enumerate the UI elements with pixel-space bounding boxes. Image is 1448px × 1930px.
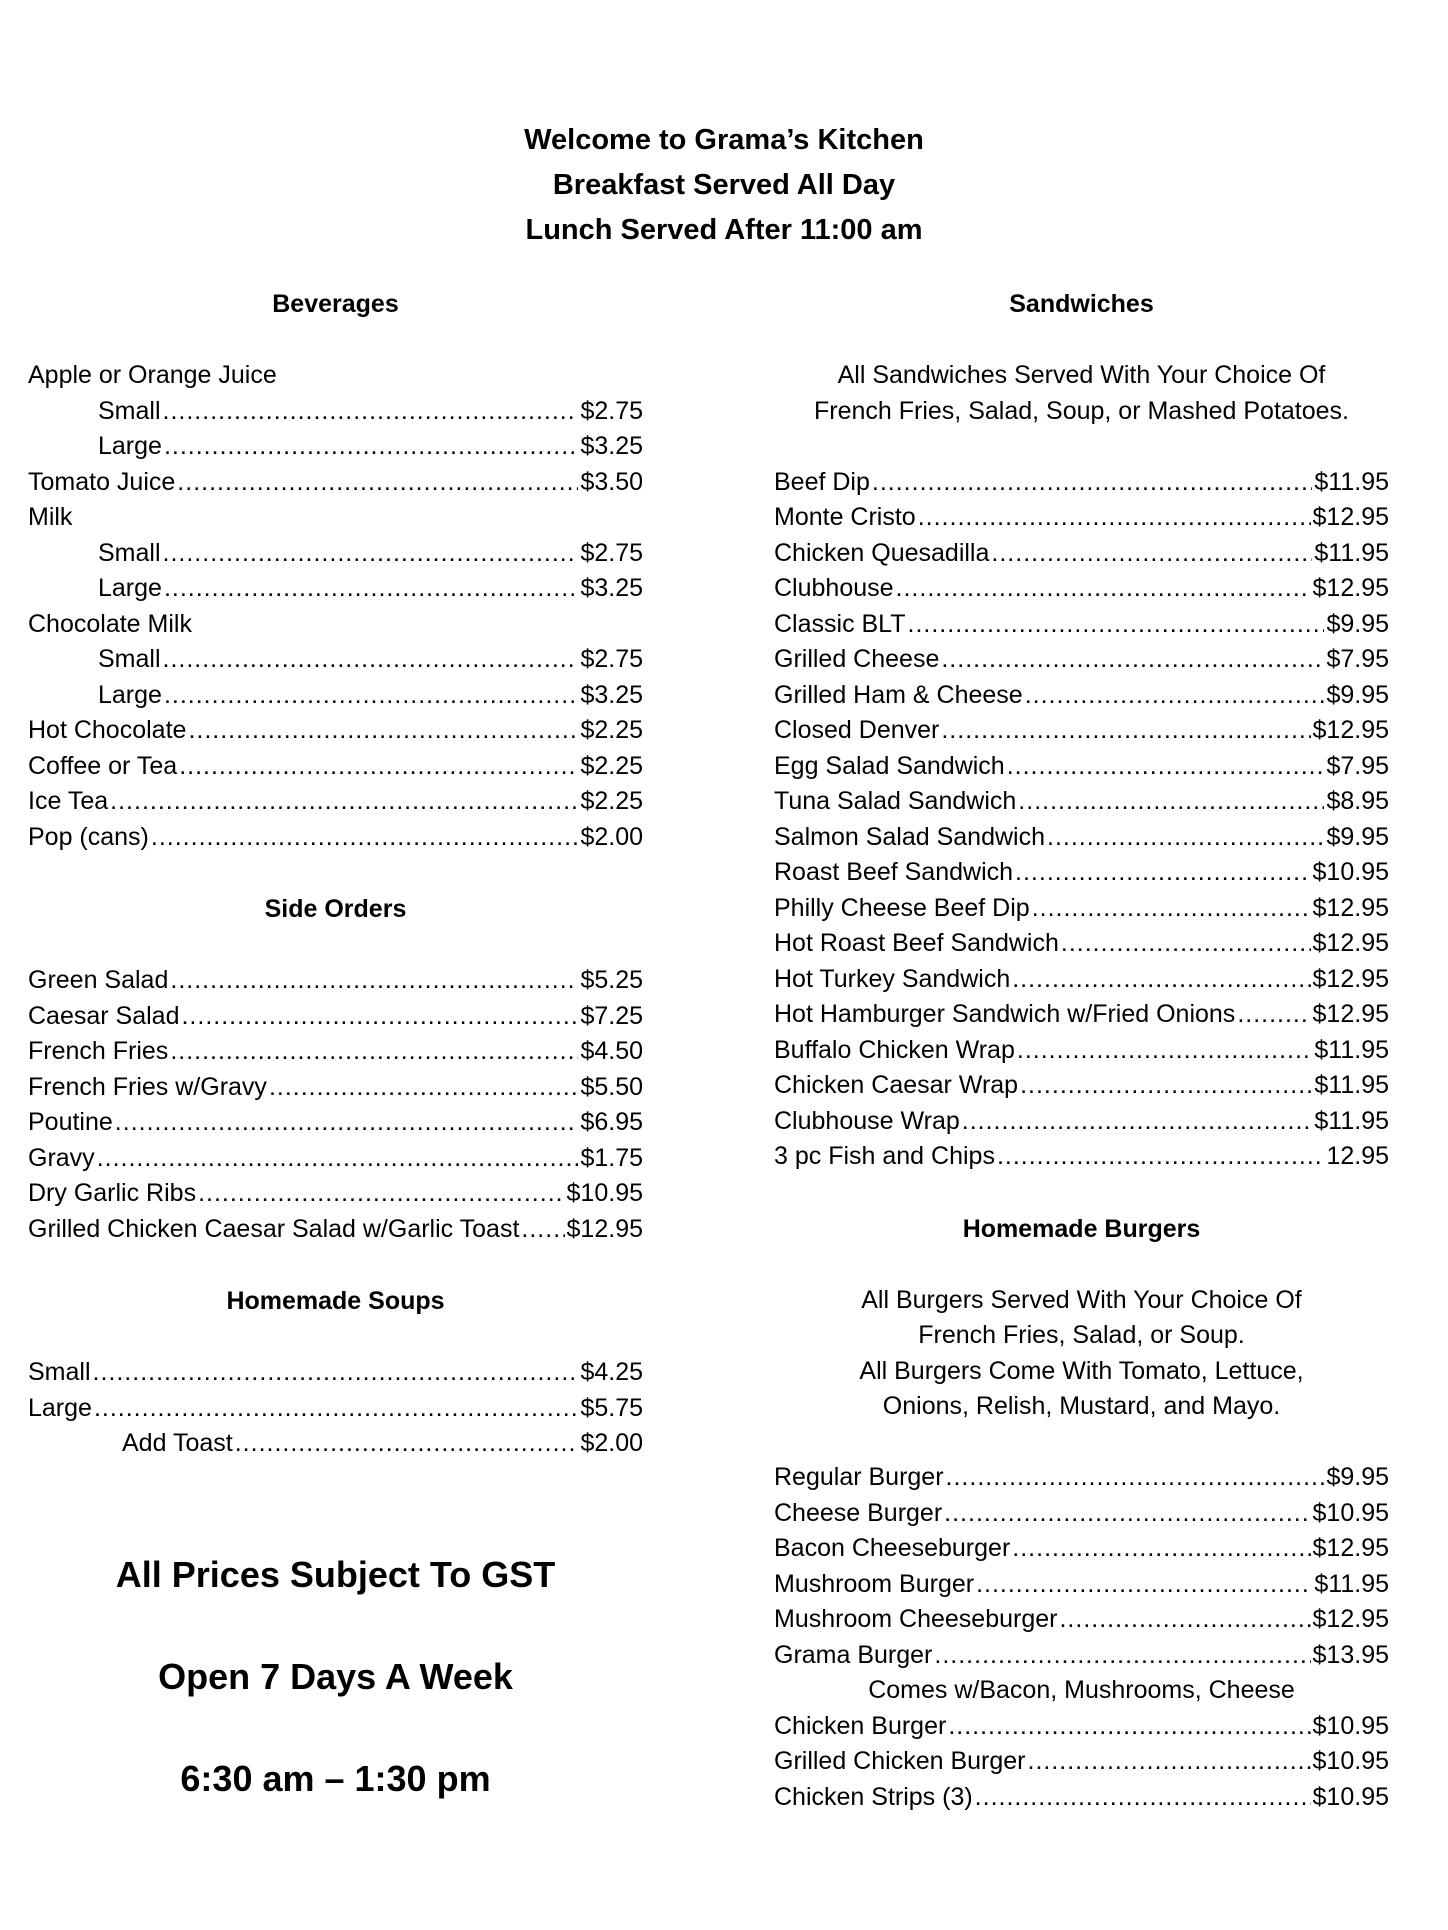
item-name: Small <box>28 1358 91 1386</box>
item-price: $11.95 <box>1314 1106 1389 1135</box>
menu-item <box>774 962 1389 998</box>
item-name: Dry Garlic Ribs <box>28 1179 197 1207</box>
dot-leader <box>1059 1602 1310 1638</box>
dot-leader <box>151 820 579 856</box>
item-price: $8.95 <box>1326 787 1389 815</box>
milk-label: Milk <box>28 503 73 531</box>
menu-item <box>774 820 1389 856</box>
item-price: $9.95 <box>1326 822 1389 851</box>
item-name: Grilled Chicken Burger <box>774 1747 1026 1775</box>
dot-leader <box>1017 1033 1313 1069</box>
menu-header <box>0 118 1448 253</box>
item-name: Large <box>28 1393 92 1422</box>
dot-leader <box>1012 1531 1310 1567</box>
item-name: French Fries <box>28 1037 169 1065</box>
item-price: $11.95 <box>1314 1569 1389 1598</box>
item-price: $7.95 <box>1326 645 1389 673</box>
item-price: $10.95 <box>1312 1747 1389 1775</box>
item-name: Grilled Chicken Caesar Salad w/Garlic Toast <box>28 1214 520 1243</box>
dot-leader <box>896 571 1311 607</box>
item-name: Salmon Salad Sandwich <box>774 822 1045 851</box>
menu-item <box>774 1531 1389 1567</box>
note-line: French Fries, Salad, or Soup. <box>918 1321 1245 1349</box>
dot-leader <box>946 1460 1325 1496</box>
dot-leader <box>941 713 1310 749</box>
dot-leader <box>991 536 1312 572</box>
menu-item <box>28 1426 643 1462</box>
dot-leader <box>997 1139 1324 1175</box>
dot-leader <box>934 1638 1310 1674</box>
item-name: Large <box>98 432 162 460</box>
item-price: $9.95 <box>1326 609 1389 638</box>
dot-leader <box>1047 820 1324 856</box>
menu-item <box>28 1105 643 1141</box>
dot-leader <box>164 678 578 714</box>
item-price: $5.25 <box>580 966 643 994</box>
item-price: $3.25 <box>580 432 643 460</box>
dot-leader <box>163 394 579 430</box>
menu-item <box>774 678 1389 714</box>
dot-leader <box>941 642 1324 678</box>
item-name: Chicken Caesar Wrap <box>774 1071 1019 1099</box>
menu-item <box>774 1068 1389 1104</box>
menu-item <box>774 1709 1389 1745</box>
menu-item <box>774 465 1389 501</box>
item-name: Buffalo Chicken Wrap <box>774 1035 1015 1064</box>
dot-leader <box>918 500 1311 536</box>
item-name: Clubhouse <box>774 574 894 602</box>
item-name: French Fries w/Gravy <box>28 1072 267 1101</box>
menu-item <box>28 820 643 856</box>
menu-item <box>774 1638 1389 1674</box>
item-price: $12.95 <box>1312 1534 1389 1562</box>
item-name: Monte Cristo <box>774 503 916 531</box>
soups-title: Homemade Soups <box>226 1287 445 1315</box>
item-price: $13.95 <box>1312 1640 1389 1669</box>
note-line: Onions, Relish, Mustard, and Mayo. <box>882 1392 1281 1420</box>
menu-item <box>774 784 1389 820</box>
dot-leader <box>94 1391 578 1427</box>
item-name: 3 pc Fish and Chips <box>774 1142 995 1170</box>
item-name: Small <box>98 645 161 673</box>
menu-item <box>28 1070 643 1106</box>
menu-item <box>28 678 643 714</box>
menu-item <box>28 536 643 572</box>
menu-item <box>28 1355 643 1391</box>
dot-leader <box>198 1176 564 1212</box>
item-price: $3.25 <box>580 574 643 602</box>
dot-leader <box>115 1105 579 1141</box>
menu-item <box>28 1034 643 1070</box>
item-name: Small <box>98 538 161 567</box>
dot-leader <box>170 963 578 999</box>
menu-item <box>774 713 1389 749</box>
dot-leader <box>97 1141 579 1177</box>
item-price: $3.25 <box>580 680 643 709</box>
dot-leader <box>1020 1068 1312 1104</box>
item-price: $10.95 <box>1312 858 1389 886</box>
dot-leader <box>948 1709 1310 1745</box>
item-name: Mushroom Cheeseburger <box>774 1605 1058 1633</box>
item-name: Gravy <box>28 1143 95 1172</box>
menu-item <box>28 999 643 1035</box>
item-name: Egg Salad Sandwich <box>774 751 1005 780</box>
lunch-subtitle: Lunch Served After 11:00 am <box>525 214 923 246</box>
menu-item <box>774 997 1389 1033</box>
dot-leader <box>1032 891 1311 927</box>
dot-leader <box>1015 855 1311 891</box>
left-column <box>28 286 643 1462</box>
item-name: Add Toast <box>122 1429 233 1457</box>
dot-leader <box>975 1780 1311 1816</box>
side-orders-title: Side Orders <box>264 895 407 923</box>
item-name: Classic BLT <box>774 609 906 638</box>
item-price: $2.75 <box>580 645 643 673</box>
burgers-note <box>774 1283 1389 1425</box>
menu-item <box>774 500 1389 536</box>
menu-item <box>28 429 643 465</box>
item-name: Pop (cans) <box>28 822 149 851</box>
item-price: $4.25 <box>580 1358 643 1386</box>
item-name: Tuna Salad Sandwich <box>774 787 1017 815</box>
item-name: Large <box>98 574 162 602</box>
item-price: $2.00 <box>580 822 643 851</box>
item-price: $4.50 <box>580 1037 643 1065</box>
dot-leader <box>164 571 578 607</box>
item-price: $11.95 <box>1314 538 1389 567</box>
burgers-title: Homemade Burgers <box>962 1214 1201 1243</box>
welcome-title: Welcome to Grama’s Kitchen <box>524 124 924 156</box>
item-price: $2.75 <box>580 396 643 425</box>
dot-leader <box>179 749 578 785</box>
item-price: $5.50 <box>580 1072 643 1101</box>
item-name: Cheese Burger <box>774 1498 943 1527</box>
item-price: $12.95 <box>1312 1605 1389 1633</box>
item-name: Hot Roast Beef Sandwich <box>774 929 1059 957</box>
item-name: Ice Tea <box>28 787 109 815</box>
footer-info <box>28 1540 643 1846</box>
dot-leader <box>1012 962 1310 998</box>
menu-item <box>774 749 1389 785</box>
menu-item <box>28 571 643 607</box>
item-price: $10.95 <box>566 1179 643 1207</box>
item-name: Large <box>98 680 162 709</box>
menu-item <box>774 1780 1389 1816</box>
gst-notice: All Prices Subject To GST <box>115 1554 556 1595</box>
menu-item <box>774 1602 1389 1638</box>
dot-leader <box>177 465 578 501</box>
menu-item <box>774 1567 1389 1603</box>
item-price: 12.95 <box>1326 1142 1389 1170</box>
menu-item <box>774 1496 1389 1532</box>
item-name: Grilled Ham & Cheese <box>774 680 1023 709</box>
dot-leader <box>521 1212 564 1248</box>
menu-item <box>774 926 1389 962</box>
item-name: Chicken Strips (3) <box>774 1782 973 1811</box>
item-price: $2.75 <box>580 538 643 567</box>
note-line: All Sandwiches Served With Your Choice Of <box>837 361 1326 389</box>
dot-leader <box>170 1034 578 1070</box>
note-line: All Burgers Served With Your Choice Of <box>861 1285 1302 1314</box>
item-price: $12.95 <box>1312 893 1389 922</box>
item-name: Small <box>98 396 161 425</box>
item-price: $1.75 <box>580 1143 643 1172</box>
beverages-title: Beverages <box>272 290 399 318</box>
item-price: $7.25 <box>580 1001 643 1030</box>
item-price: $10.95 <box>1312 1498 1389 1527</box>
item-price: $7.95 <box>1326 751 1389 780</box>
menu-item <box>28 1141 643 1177</box>
item-price: $11.95 <box>1314 1071 1389 1099</box>
item-name: Philly Cheese Beef Dip <box>774 893 1030 922</box>
menu-item <box>28 1176 643 1212</box>
item-name: Grama Burger <box>774 1640 933 1669</box>
menu-item <box>774 1033 1389 1069</box>
item-price: $9.95 <box>1326 1463 1389 1491</box>
item-name: Grilled Cheese <box>774 645 940 673</box>
item-price: $12.95 <box>1312 1000 1389 1028</box>
item-name: Roast Beef Sandwich <box>774 858 1014 886</box>
item-price: $10.95 <box>1312 1711 1389 1740</box>
item-price: $10.95 <box>1312 1782 1389 1811</box>
dot-leader <box>872 465 1313 501</box>
item-price: $3.50 <box>580 467 643 496</box>
item-name: Poutine <box>28 1108 113 1136</box>
dot-leader <box>181 999 578 1035</box>
item-price: $11.95 <box>1314 467 1389 496</box>
dot-leader <box>269 1070 579 1106</box>
dot-leader <box>188 713 578 749</box>
menu-item <box>774 891 1389 927</box>
item-price: $12.95 <box>1312 964 1389 993</box>
item-name: Caesar Salad <box>28 1001 180 1030</box>
dot-leader <box>163 642 579 678</box>
dot-leader <box>164 429 578 465</box>
item-price: $5.75 <box>580 1393 643 1422</box>
dot-leader <box>1028 1744 1311 1780</box>
menu-item <box>774 1460 1389 1496</box>
item-name: Coffee or Tea <box>28 751 178 780</box>
breakfast-subtitle: Breakfast Served All Day <box>552 169 896 201</box>
item-name: Chicken Quesadilla <box>774 538 990 567</box>
item-name: Bacon Cheeseburger <box>774 1534 1011 1562</box>
item-name: Tomato Juice <box>28 467 176 496</box>
item-price: $11.95 <box>1314 1035 1389 1064</box>
menu-item <box>774 607 1389 643</box>
menu-item <box>28 394 643 430</box>
chocolate-milk-label: Chocolate Milk <box>28 609 192 638</box>
menu-item <box>774 571 1389 607</box>
menu-item <box>774 1744 1389 1780</box>
menu-item <box>774 855 1389 891</box>
dot-leader <box>1025 678 1325 714</box>
hours: 6:30 am – 1:30 pm <box>180 1758 491 1799</box>
menu-item <box>28 642 643 678</box>
menu-item <box>28 465 643 501</box>
menu-item <box>774 642 1389 678</box>
menu-item <box>28 784 643 820</box>
item-price: $12.95 <box>1312 929 1389 957</box>
right-column <box>774 286 1389 1815</box>
menu-item <box>774 536 1389 572</box>
item-name: Chicken Burger <box>774 1711 947 1740</box>
item-price: $12.95 <box>1312 503 1389 531</box>
item-name: Hot Turkey Sandwich <box>774 964 1011 993</box>
item-price: $2.25 <box>580 751 643 780</box>
menu-item <box>28 1391 643 1427</box>
item-name: Hot Chocolate <box>28 716 187 744</box>
menu-item <box>774 1139 1389 1175</box>
dot-leader <box>1061 926 1311 962</box>
menu-item <box>28 963 643 999</box>
item-price: $12.95 <box>1312 574 1389 602</box>
dot-leader <box>93 1355 579 1391</box>
item-price: $2.25 <box>580 716 643 744</box>
sandwiches-title: Sandwiches <box>1009 290 1154 318</box>
grama-burger-note: Comes w/Bacon, Mushrooms, Cheese <box>868 1676 1295 1704</box>
menu-item <box>28 713 643 749</box>
dot-leader <box>1237 997 1310 1033</box>
item-price: $9.95 <box>1326 680 1389 709</box>
dot-leader <box>1018 784 1324 820</box>
item-name: Beef Dip <box>774 467 870 496</box>
item-price: $6.95 <box>580 1108 643 1136</box>
item-name: Mushroom Burger <box>774 1569 975 1598</box>
sandwiches-note <box>774 358 1389 429</box>
item-name: Regular Burger <box>774 1463 944 1491</box>
apple-juice-label: Apple or Orange Juice <box>28 361 277 389</box>
menu-item <box>774 1104 1389 1140</box>
menu-item <box>28 1212 643 1248</box>
item-price: $2.00 <box>580 1429 643 1457</box>
item-price: $2.25 <box>580 787 643 815</box>
note-line: All Burgers Come With Tomato, Lettuce, <box>859 1356 1304 1385</box>
dot-leader <box>235 1426 579 1462</box>
item-name: Closed Denver <box>774 716 940 744</box>
dot-leader <box>976 1567 1312 1603</box>
item-price: $12.95 <box>566 1214 643 1243</box>
item-name: Clubhouse Wrap <box>774 1106 960 1135</box>
open-days: Open 7 Days A Week <box>158 1656 513 1697</box>
item-price: $12.95 <box>1312 716 1389 744</box>
note-line: French Fries, Salad, Soup, or Mashed Potatoes. <box>814 396 1349 425</box>
dot-leader <box>110 784 578 820</box>
dot-leader <box>962 1104 1313 1140</box>
dot-leader <box>1007 749 1325 785</box>
menu-item <box>28 749 643 785</box>
dot-leader <box>163 536 579 572</box>
item-name: Green Salad <box>28 966 169 994</box>
dot-leader <box>908 607 1325 643</box>
dot-leader <box>944 1496 1310 1532</box>
item-name: Hot Hamburger Sandwich w/Fried Onions <box>774 1000 1236 1028</box>
